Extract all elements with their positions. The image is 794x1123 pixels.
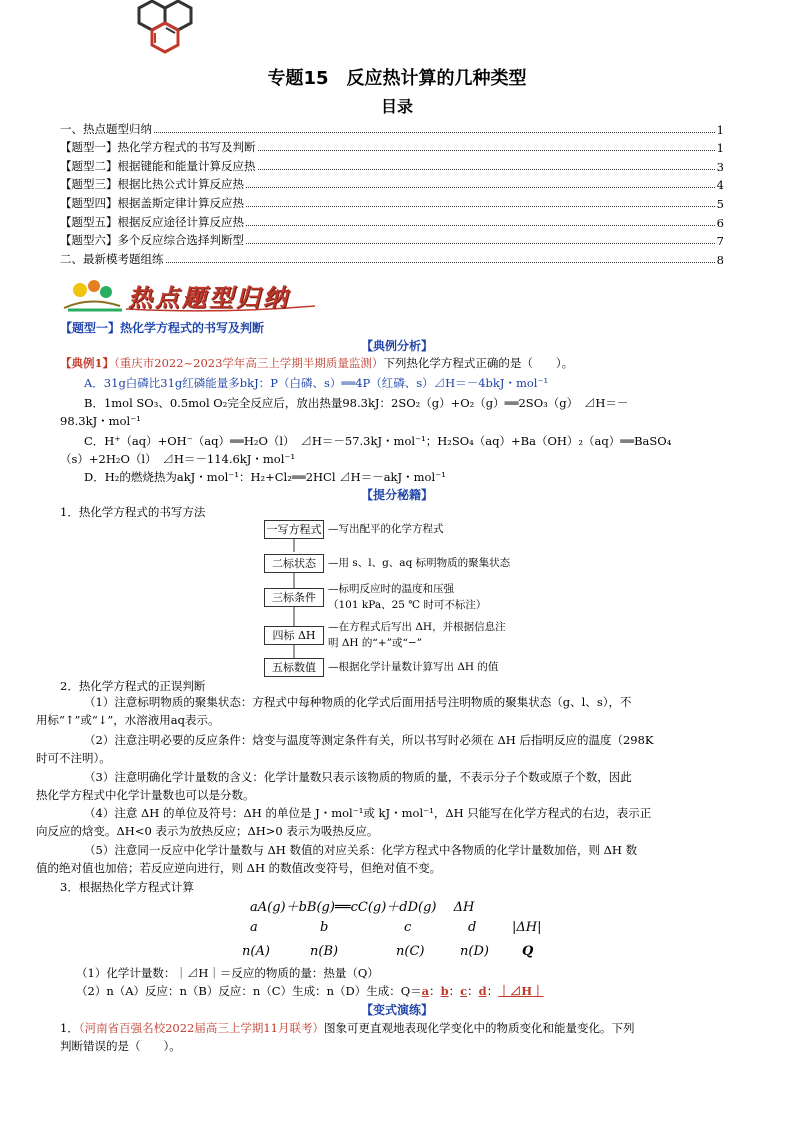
toc-item-page: 8	[716, 252, 724, 267]
option-b-line1: B．1mol SO₃、0.5mol O₂完全反应后，放出热量98.3kJ：2SO₂（g）+O₂（g）══2SO₃（g） ⊿H＝－	[84, 396, 629, 410]
page-title: 专题15 反应热计算的几种类型	[267, 68, 527, 89]
equation-amount: Q	[522, 944, 534, 959]
naphthalene-logo-icon	[124, 0, 194, 60]
toc-item[interactable]	[60, 211, 724, 230]
option-b-line2: 98.3kJ・mol⁻¹	[60, 414, 141, 428]
rule-1: （1）注意标明物质的聚集状态：方程式中每种物质的化学式后面用括号注明物质的聚集状态（g、l、s），不 用标“↑”或“↓”，水溶液用aq表示。	[36, 695, 632, 727]
flow-step-desc: 明 ΔH 的“+”或“−”	[328, 637, 422, 649]
example-question	[60, 354, 734, 372]
toc-item-page: 3	[716, 159, 724, 174]
banner-title: 热点题型归纳	[128, 283, 290, 312]
toc-item[interactable]	[60, 137, 724, 156]
option-c-line1: C．H⁺（aq）+OH⁻（aq）══H₂O（l） ⊿H＝－57.3kJ・mol⁻¹；H₂SO₄（aq）+Ba（OH）₂（aq）══BaSO₄	[84, 434, 672, 448]
flow-step-desc: —用 s、l、g、aq 标明物质的聚集状态	[328, 557, 511, 569]
toc-item[interactable]	[60, 174, 724, 193]
equation-amount: n(A)	[242, 944, 270, 959]
toc-item-page: 4	[716, 178, 724, 193]
equation-coeff: d	[468, 920, 477, 935]
toc-item-page: 1	[716, 122, 724, 137]
flow-step-desc: —标明反应时的温度和压强	[328, 583, 454, 595]
rule-2: （2）注意注明必要的反应条件：焓变与温度等测定条件有关，所以书写时必须在 ΔH 后指明反应的温度（298K 时可不注明）。	[36, 733, 654, 765]
toc-item-label: 一、热点题型归纳	[60, 121, 152, 136]
toc-item[interactable]	[60, 155, 724, 174]
flow-step-desc: —根据化学计量数计算写出 ΔH 的值	[328, 661, 499, 673]
toc-item-label: 【题型三】根据比热公式计算反应热	[60, 177, 244, 192]
example-heading: 【典例分析】	[360, 339, 433, 353]
example-question-text: 下列热化学方程式正确的是（ ）。	[383, 356, 574, 370]
toc-heading: 目录	[380, 97, 413, 116]
toc-item-label: 【题型四】根据盖斯定律计算反应热	[60, 195, 244, 210]
toc-item-label: 【题型二】根据键能和能量计算反应热	[60, 158, 256, 173]
flow-step-box: 一写方程式	[264, 520, 324, 539]
option-a: A．31g白磷比31g红磷能量多bkJ：P（白磷、s）══4P（红磷、s）⊿H＝－4bkJ・mol⁻¹	[84, 376, 549, 390]
toc-item[interactable]	[60, 192, 724, 211]
equation-row: aA(g)＋bB(g)══cC(g)＋dD(g) ΔH	[250, 900, 475, 915]
equation-amount: n(D)	[460, 944, 489, 959]
toc-item-page: 7	[716, 234, 724, 249]
tips-heading: 【提分秘籍】	[360, 488, 433, 502]
equation-amount: n(B)	[310, 944, 339, 959]
section-heading: 【题型一】热化学方程式的书写及判断	[60, 321, 265, 335]
table-of-contents	[60, 118, 724, 267]
toc-item-label: 【题型六】多个反应综合选择判断型	[60, 233, 244, 248]
toc-item-page: 1	[716, 141, 724, 156]
equation-coeff: a	[250, 920, 258, 935]
question-text: 图象可更直观地表现化学变化中的物质变化和能量变化。下列	[323, 1021, 635, 1035]
toc-item[interactable]	[60, 118, 724, 137]
rule-5: （5）注意同一反应中化学计量数与 ΔH 数值的对应关系：化学方程式中各物质的化学计量数加倍，则 ΔH 数 值的绝对值也加倍；若反应逆向进行，则 ΔH 的数值改变符号，但绝对值不变。	[36, 843, 638, 875]
flow-step-box: 四标 ΔH	[264, 626, 324, 645]
rule-3: （3）注意明确化学计量数的含义：化学计量数只表示该物质的物质的量，不表示分子个数或原子个数，因此 热化学方程式中化学计量数也可以是分数。	[36, 770, 632, 802]
question-source: （河南省百强名校2022届高三上学期11月联考）	[78, 1021, 324, 1035]
tips-point-3: 3．根据热化学方程式计算	[60, 880, 194, 894]
toc-item-page: 5	[716, 196, 724, 211]
equation-coeff: c	[404, 920, 412, 935]
flow-step-desc: —在方程式后写出 ΔH，并根据信息注	[328, 621, 506, 633]
toc-item[interactable]	[60, 248, 724, 267]
question-1-line2: 判断错误的是（ ）。	[60, 1039, 181, 1053]
option-c-line2: （s）+2H₂O（l） ⊿H＝－114.6kJ・mol⁻¹	[60, 452, 296, 466]
writing-steps-diagram	[264, 518, 564, 678]
toc-item-label: 【题型五】根据反应途径计算反应热	[60, 214, 244, 229]
flow-step-desc: （101 kPa、25 ℃ 时可不标注）	[328, 599, 487, 611]
question-1: 1．（河南省百强名校2022届高三上学期11月联考）图象可更直观地表现化学变化中的物质变化和能量变化。下列	[60, 1021, 635, 1035]
flow-step-desc: —写出配平的化学方程式	[328, 523, 444, 535]
toc-item[interactable]	[60, 230, 724, 249]
equation-coeff: |ΔH|	[512, 920, 542, 935]
flow-step-box: 二标状态	[264, 554, 324, 573]
calc-note-1: （1）化学计量数：｜⊿H｜＝反应的物质的量：热量（Q）	[76, 966, 379, 980]
equation-coeff: b	[320, 920, 329, 935]
toc-item-label: 二、最新模考题组练	[60, 251, 164, 266]
toc-item-label: 【题型一】热化学方程式的书写及判断	[60, 140, 256, 155]
example-tag: 【典例1】	[60, 356, 115, 370]
tips-point-1: 1．热化学方程式的书写方法	[60, 505, 206, 519]
calc-note-2: （2）n（A）反应：n（B）反应：n（C）生成：n（D）生成：Q＝a：b：c：d：｜⊿H｜	[76, 984, 544, 998]
toc-item-page: 6	[716, 215, 724, 230]
tips-point-2: 2．热化学方程式的正误判断	[60, 679, 206, 693]
rule-4: （4）注意 ΔH 的单位及符号：ΔH 的单位是 J・mol⁻¹或 kJ・mol⁻¹，ΔH 只能写在化学方程式的右边，表示正 向反应的焓变。ΔH<0 表示为放热反应；ΔH>0 表示为吸热反应。	[36, 806, 652, 838]
flow-step-box: 五标数值	[264, 658, 324, 677]
flow-step-box: 三标条件	[264, 588, 324, 607]
option-d: D．H₂的燃烧热为akJ・mol⁻¹：H₂+Cl₂══2HCl ⊿H＝－akJ・mol⁻¹	[84, 470, 446, 484]
equation-amount: n(C)	[396, 944, 425, 959]
example-source: （重庆市2022~2023学年高三上学期半期质量监测）	[114, 356, 384, 370]
practice-heading: 【变式演练】	[360, 1003, 433, 1017]
